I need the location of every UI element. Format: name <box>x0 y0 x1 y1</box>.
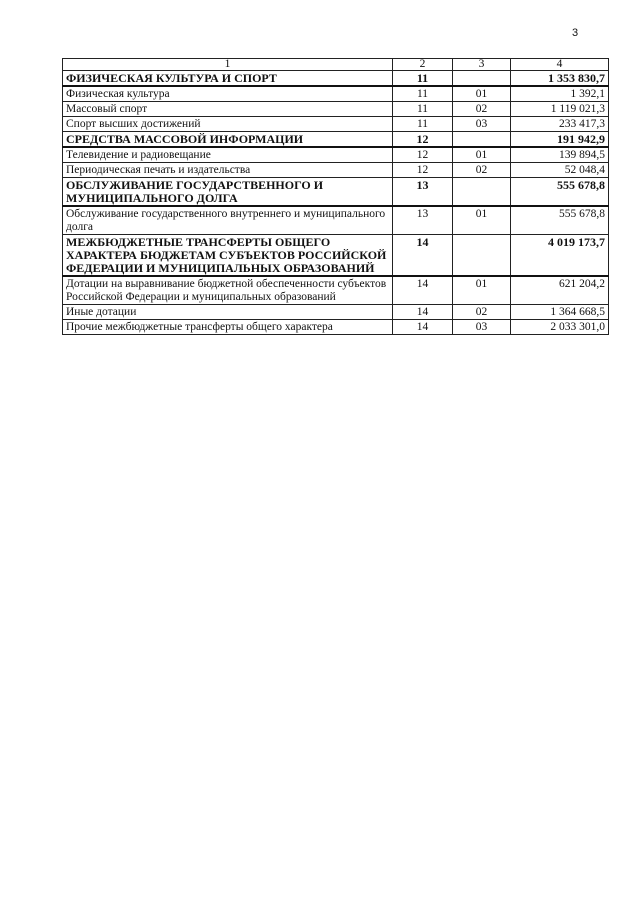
row-name: Периодическая печать и издательства <box>63 163 393 178</box>
row-subsection-code <box>453 132 511 148</box>
row-amount: 2 033 301,0 <box>511 320 609 335</box>
row-subsection-code <box>453 178 511 207</box>
row-name: СРЕДСТВА МАССОВОЙ ИНФОРМАЦИИ <box>63 132 393 148</box>
row-section-code: 14 <box>393 235 453 277</box>
table-row <box>63 132 609 148</box>
page-number: 3 <box>572 27 579 39</box>
row-section-code: 14 <box>393 320 453 335</box>
table-header-row <box>63 59 609 71</box>
table-row <box>63 102 609 117</box>
row-amount: 1 392,1 <box>511 86 609 102</box>
row-amount: 1 364 668,5 <box>511 305 609 320</box>
row-section-code: 11 <box>393 71 453 87</box>
row-subsection-code: 02 <box>453 305 511 320</box>
row-subsection-code: 01 <box>453 86 511 102</box>
row-section-code: 11 <box>393 86 453 102</box>
row-name: Физическая культура <box>63 86 393 102</box>
row-subsection-code: 02 <box>453 102 511 117</box>
row-amount: 191 942,9 <box>511 132 609 148</box>
table-row <box>63 71 609 87</box>
row-amount: 555 678,8 <box>511 206 609 235</box>
row-amount: 1 119 021,3 <box>511 102 609 117</box>
table-row <box>63 86 609 102</box>
table-row <box>63 147 609 163</box>
row-section-code: 14 <box>393 276 453 305</box>
row-subsection-code: 03 <box>453 117 511 132</box>
row-name: МЕЖБЮДЖЕТНЫЕ ТРАНСФЕРТЫ ОБЩЕГО ХАРАКТЕРА БЮДЖЕТАМ СУБЪЕКТОВ РОССИЙСКОЙ ФЕДЕРАЦИИ И МУНИЦИПАЛЬНЫХ ОБРАЗОВАНИЙ <box>63 235 393 277</box>
row-section-code: 12 <box>393 132 453 148</box>
header-col-amount: 4 <box>511 59 609 71</box>
table-row <box>63 305 609 320</box>
header-col-section: 2 <box>393 59 453 71</box>
row-name: Спорт высших достижений <box>63 117 393 132</box>
row-section-code: 11 <box>393 102 453 117</box>
table-row <box>63 235 609 277</box>
row-subsection-code: 01 <box>453 147 511 163</box>
row-amount: 621 204,2 <box>511 276 609 305</box>
row-section-code: 13 <box>393 178 453 207</box>
row-section-code: 14 <box>393 305 453 320</box>
table-row <box>63 206 609 235</box>
row-section-code: 13 <box>393 206 453 235</box>
row-amount: 4 019 173,7 <box>511 235 609 277</box>
header-col-subsection: 3 <box>453 59 511 71</box>
row-section-code: 12 <box>393 147 453 163</box>
row-name: Иные дотации <box>63 305 393 320</box>
row-name: Телевидение и радиовещание <box>63 147 393 163</box>
row-amount: 52 048,4 <box>511 163 609 178</box>
table-row <box>63 178 609 207</box>
budget-table-body <box>63 59 609 335</box>
row-subsection-code: 03 <box>453 320 511 335</box>
row-section-code: 11 <box>393 117 453 132</box>
row-section-code: 12 <box>393 163 453 178</box>
row-subsection-code: 01 <box>453 276 511 305</box>
row-name: Обслуживание государственного внутреннего и муниципального долга <box>63 206 393 235</box>
row-amount: 555 678,8 <box>511 178 609 207</box>
row-subsection-code: 01 <box>453 206 511 235</box>
row-subsection-code: 02 <box>453 163 511 178</box>
row-name: Массовый спорт <box>63 102 393 117</box>
table-row <box>63 117 609 132</box>
row-amount: 233 417,3 <box>511 117 609 132</box>
row-subsection-code <box>453 71 511 87</box>
table-row <box>63 276 609 305</box>
row-subsection-code <box>453 235 511 277</box>
table-row <box>63 320 609 335</box>
budget-table <box>62 58 609 335</box>
header-col-name: 1 <box>63 59 393 71</box>
table-row <box>63 163 609 178</box>
row-name: ФИЗИЧЕСКАЯ КУЛЬТУРА И СПОРТ <box>63 71 393 87</box>
row-name: Прочие межбюджетные трансферты общего характера <box>63 320 393 335</box>
row-amount: 1 353 830,7 <box>511 71 609 87</box>
row-amount: 139 894,5 <box>511 147 609 163</box>
row-name: Дотации на выравнивание бюджетной обеспеченности субъектов Российской Федерации и муниципальных образований <box>63 276 393 305</box>
row-name: ОБСЛУЖИВАНИЕ ГОСУДАРСТВЕННОГО И МУНИЦИПАЛЬНОГО ДОЛГА <box>63 178 393 207</box>
